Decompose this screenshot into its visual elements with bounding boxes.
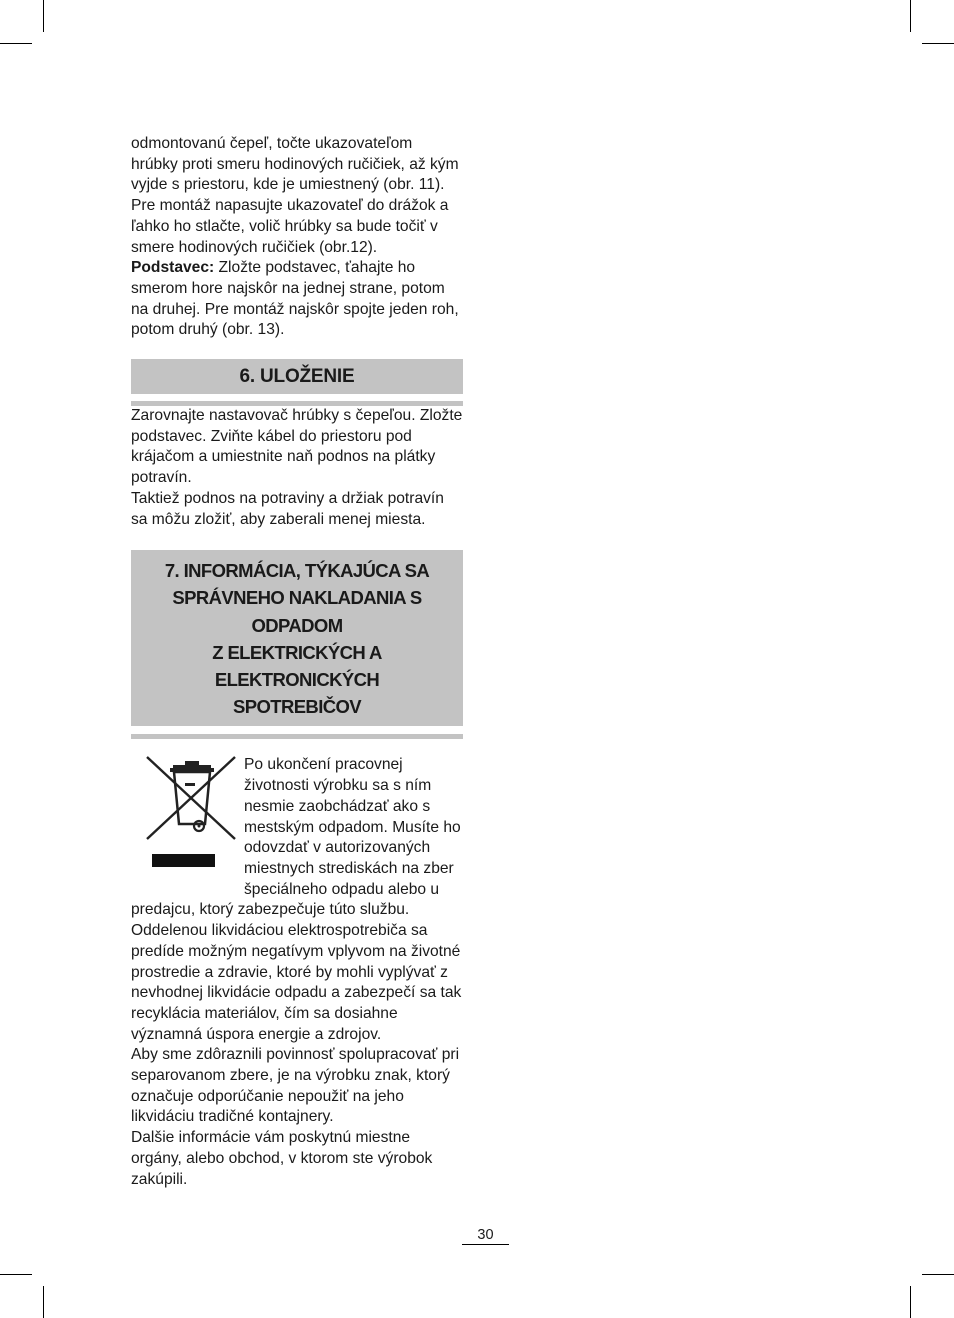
crop-mark <box>0 1274 32 1275</box>
disposal-block <box>131 755 463 1190</box>
crop-mark <box>43 0 44 32</box>
crop-mark <box>922 1274 954 1275</box>
text-column <box>131 134 463 1190</box>
section-7-title-line: 7. INFORMÁCIA, TÝKAJÚCA SA <box>164 560 430 582</box>
crop-mark <box>922 43 954 44</box>
crop-mark <box>43 1286 44 1318</box>
storage-paragraph-2: Taktiež podnos na potraviny a držiak potravín sa môžu zložiť, aby zaberali menej miesta. <box>131 489 444 528</box>
page-number-rule <box>462 1244 509 1245</box>
base-text: Zložte podstavec, ťahajte ho smerom hore najskôr na jednej strane, potom na druhej. Pre montáž najskôr spojte jeden roh, potom druhý (obr. 13). <box>131 259 459 339</box>
section-7-title-line: Z ELEKTRICKÝCH A ELEKTRONICKÝCH <box>212 641 382 691</box>
page-number: 30 <box>477 1227 494 1243</box>
section-7-title-line: SPOTREBIČOV <box>232 696 362 718</box>
disposal-paragraph: Po ukončení pracovnej životnosti výrobku sa s ním nesmie zaobchádzať ako s mestským odpadom. Musíte ho odovzdať v autorizovaných miestnych strediskách na zber špeciálneho odpadu alebo u predajcu, ktorý zabezpečuje túto službu. Oddelenou likvidáciou elektrospotrebiča sa predíde možným negatívym vplyvom na životné prostredie a zdravie, ktoré by mohli vyplývať z nevhodnej likvidácie odpadu a zabezpečí sa tak recyklácia materiálov, čím sa dosiahne významná úspora energie a zdrojov. <box>131 756 462 1043</box>
cleaning-paragraph: odmontovanú čepeľ, točte ukazovateľom hrúbky proti smeru hodinových ručičiek, až kým vyjde s priestoru, kde je umiestnený (obr. 11). Pre montáž napasujte ukazovateľ do drážok a ľahko ho stlačte, volič hrúbky sa bude točiť v smere hodinových ručičiek (obr.12). <box>131 135 459 256</box>
disposal-paragraph-2: Aby sme zdôraznili povinnosť spolupracovať pri separovanom zbere, je na výrobku znak, ktorý označuje odporúčanie nepoužiť na jeho likvidáciu tradičné kontajnery. <box>131 1046 460 1126</box>
base-paragraph <box>131 258 463 341</box>
crop-mark <box>0 43 32 44</box>
storage-paragraph: Zarovnajte nastavovač hrúbky s čepeľou. Zložte podstavec. Zviňte kábel do priestoru pod krájačom a umiestnite naň podnos na plátky potravín. <box>131 407 463 487</box>
section-7-divider <box>131 734 463 739</box>
disposal-paragraph-3: Dalšie informácie vám poskytnú miestne orgány, alebo obchod, v ktorom ste výrobok zakúpili. <box>131 1129 433 1188</box>
crossed-out-wheelie-bin-icon <box>131 755 244 877</box>
section-6-heading: 6. ULOŽENIE <box>131 359 463 394</box>
crop-mark <box>910 1286 911 1318</box>
crop-mark <box>910 0 911 32</box>
base-label: Podstavec: <box>131 259 215 277</box>
section-7-heading <box>131 550 463 726</box>
section-7-title-line: SPRÁVNEHO NAKLADANIA S ODPADOM <box>172 587 422 636</box>
